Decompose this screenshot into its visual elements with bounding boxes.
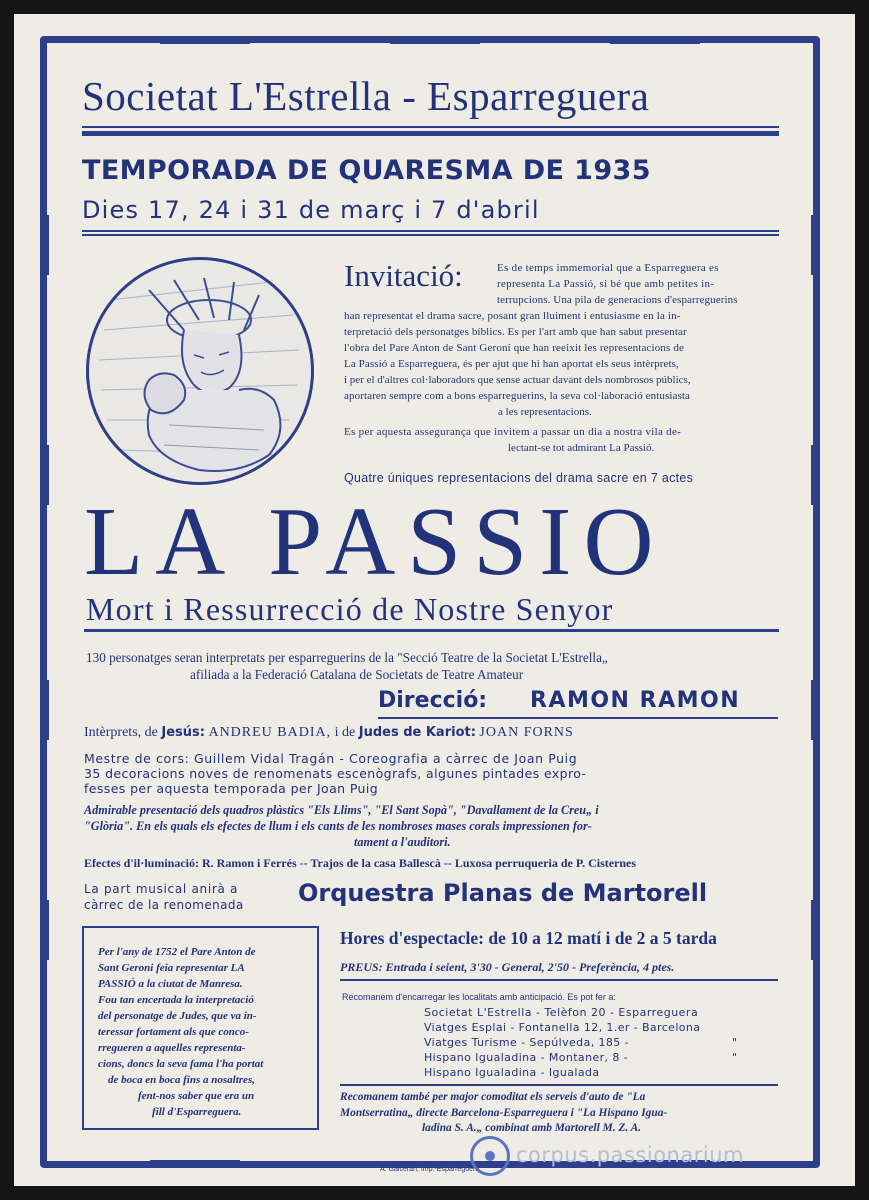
show-hours: Hores d'espectacle: de 10 a 12 matí i de 2 a 5 tarda (340, 928, 717, 948)
prices: PREUS: Entrada i seient, 3'30 - General, 2'50 - Preferència, 4 ptes. (340, 960, 675, 974)
history-line: PASSIÓ a la ciutat de Manresa. (98, 978, 243, 990)
tableaux-line: Admirable presentació dels quadros plàstics "Els Llims", "El Sant Sopà", "Davallament de la Creu„ i (84, 803, 599, 817)
transport-line: Montserratina„ directe Barcelona-Esparreguera i "La Hispano Igua- (340, 1107, 668, 1119)
border-ornament (610, 39, 700, 44)
history-line: Fou tan encertada la interpretació (98, 994, 254, 1006)
invitation-line: Es de temps immemorial que a Esparreguera es (497, 262, 719, 274)
invitation-line: l'obra del Pare Anton de Sant Geroni que han reeixit les representacions de (344, 342, 685, 354)
divider (84, 629, 779, 632)
ditto-mark: " (732, 1036, 738, 1049)
transport-line: Recomanem també per major comoditat els serveis d'auto de "La (340, 1091, 646, 1103)
divider (82, 234, 779, 236)
main-subtitle: Mort i Ressurrecció de Nostre Senyor (86, 591, 614, 627)
border-ornament (811, 680, 816, 740)
season-dates: Dies 17, 24 i 31 de març i 7 d'abril (82, 196, 540, 224)
divider (340, 1084, 778, 1086)
cast-line: afiliada a la Federació Catalana de Societats de Teatre Amateur (190, 667, 524, 682)
history-line: rregueren a aquelles representa- (98, 1042, 246, 1054)
divider (82, 126, 779, 128)
music-intro: La part musical anirà a (84, 882, 239, 896)
divider (82, 131, 779, 136)
history-line: teressar fortament als que conco- (98, 1026, 249, 1038)
ticket-outlet: Viatges Esplai - Fontanella 12, 1.er - Barcelona (424, 1021, 701, 1034)
history-line: del personatge de Judes, que va in- (98, 1010, 257, 1022)
invitation-heading: Invitació: (344, 258, 463, 293)
border-ornament (44, 445, 49, 505)
society-title: Societat L'Estrella - Esparreguera (82, 73, 650, 119)
border-ornament (44, 680, 49, 740)
actor-jesus: ANDREU BADIA, (208, 725, 332, 740)
transport-line: ladina S. A.„ combinat amb Martorell M. Z. A. (422, 1122, 642, 1134)
watermark-logo-icon (470, 1136, 510, 1176)
invitation-line: lectant-se tot admirant La Passió. (508, 442, 655, 454)
invitation-line: han representat el drama sacre, posant gran lluiment i entusiasme en la in- (344, 310, 681, 322)
history-line: de boca en boca fins a nosaltres, (108, 1074, 255, 1086)
cast-line: 130 personatges seran interpretats per esparreguerins de la "Secció Teatre de la Societat L'Estrella„ (86, 650, 608, 665)
ticket-outlet: Hispano Igualadina - Igualada (424, 1066, 600, 1079)
direction-label: Direcció: (378, 688, 488, 713)
divider (378, 717, 778, 719)
watermark-text: corpus.passionarium (516, 1143, 744, 1167)
interpreters-prefix: Intèrprets, de (84, 725, 158, 740)
season-title: TEMPORADA DE QUARESMA DE 1935 (82, 155, 651, 186)
ticket-outlet: Viatges Turisme - Sepúlveda, 185 - (424, 1036, 629, 1049)
credits-line: fesses per aquesta temporada per Joan Puig (84, 781, 379, 796)
printer-credit: A. Galceran, Imp.-Esparreguera (380, 1166, 480, 1173)
ticket-outlet: Hispano Igualadina - Montaner, 8 - (424, 1051, 628, 1064)
history-line: cions, doncs la seva fama l'ha portat (98, 1058, 264, 1070)
invitation-line: terrupcions. Una pila de generacions d'esparreguerins (497, 294, 738, 306)
orchestra-name: Orquestra Planas de Martorell (298, 879, 708, 907)
christ-engraving-image (89, 260, 311, 482)
border-ornament (150, 1160, 240, 1165)
history-line: Sant Geroni feia representar LA (98, 962, 245, 974)
main-title: LA PASSIO (84, 488, 666, 595)
border-ornament (160, 39, 250, 44)
music-intro: càrrec de la renomenada (84, 898, 244, 912)
divider (340, 979, 778, 981)
history-line: fill d'Esparreguera. (152, 1106, 242, 1118)
history-line: Per l'any de 1752 el Pare Anton de (98, 946, 256, 958)
credits-line: 35 decoracions noves de renomenats escenògrafs, algunes pintades expro- (84, 766, 587, 781)
ticket-outlet: Societat L'Estrella - Telèfon 20 - Esparreguera (424, 1006, 699, 1019)
invitation-line: terpretació dels personatges bíblics. Es per l'art amb que han sabut presentar (344, 326, 687, 338)
tableaux-line: "Glòria". En els quals els efectes de llum i els cants de les nombroses mases corals impressionen for- (84, 819, 592, 833)
tickets-intro: Recomanem d'encarregar les localitats amb anticipació. Es pot fer a: (342, 992, 616, 1002)
performances-note: Quatre úniques representacions del drama sacre en 7 actes (344, 471, 694, 485)
credits-line: Mestre de cors: Guillem Vidal Tragán - Coreografia a càrrec de Joan Puig (84, 751, 578, 766)
border-ornament (811, 215, 816, 275)
invitation-line: La Passió a Esparreguera, és per ajut que hi han aportat els seus intèrprets, (344, 358, 679, 370)
role-jesus: Jesús: (161, 725, 205, 740)
effects-line: Efectes d'il·luminació: R. Ramon i Ferrés -- Trajos de la casa Ballescà -- Luxosa perruqueria de P. Cisternes (84, 856, 637, 870)
invitation-line: aportaren sempre com a bons esparreguerins, la seva col·laboració entusiasta (344, 390, 691, 402)
border-ornament (390, 39, 480, 44)
invitation-line: a les representacions. (498, 406, 592, 418)
border-ornament (44, 215, 49, 275)
ditto-mark: " (732, 1051, 738, 1064)
history-line: fent-nos saber que era un (138, 1090, 255, 1102)
interpreters-mid: i de (334, 725, 356, 740)
border-ornament (44, 900, 49, 960)
border-ornament (811, 445, 816, 505)
christ-engraving-medallion (86, 257, 314, 485)
invitation-line: i per el d'altres col·laboradors que sense actuar davant dels nombrosos públics, (344, 374, 691, 386)
invitation-line: Es per aquesta assegurança que invitem a passar un dia a nostra vila de- (344, 426, 682, 438)
director-name: RAMON RAMON (530, 688, 741, 713)
divider (82, 230, 779, 232)
actor-judas: JOAN FORNS (479, 725, 574, 740)
interpreters-line (84, 725, 574, 741)
tableaux-line: tament a l'auditori. (354, 835, 451, 849)
role-judas: Judes de Kariot: (358, 725, 476, 740)
invitation-line: representa La Passió, si bé que amb petites in- (497, 278, 715, 290)
border-ornament (811, 900, 816, 960)
